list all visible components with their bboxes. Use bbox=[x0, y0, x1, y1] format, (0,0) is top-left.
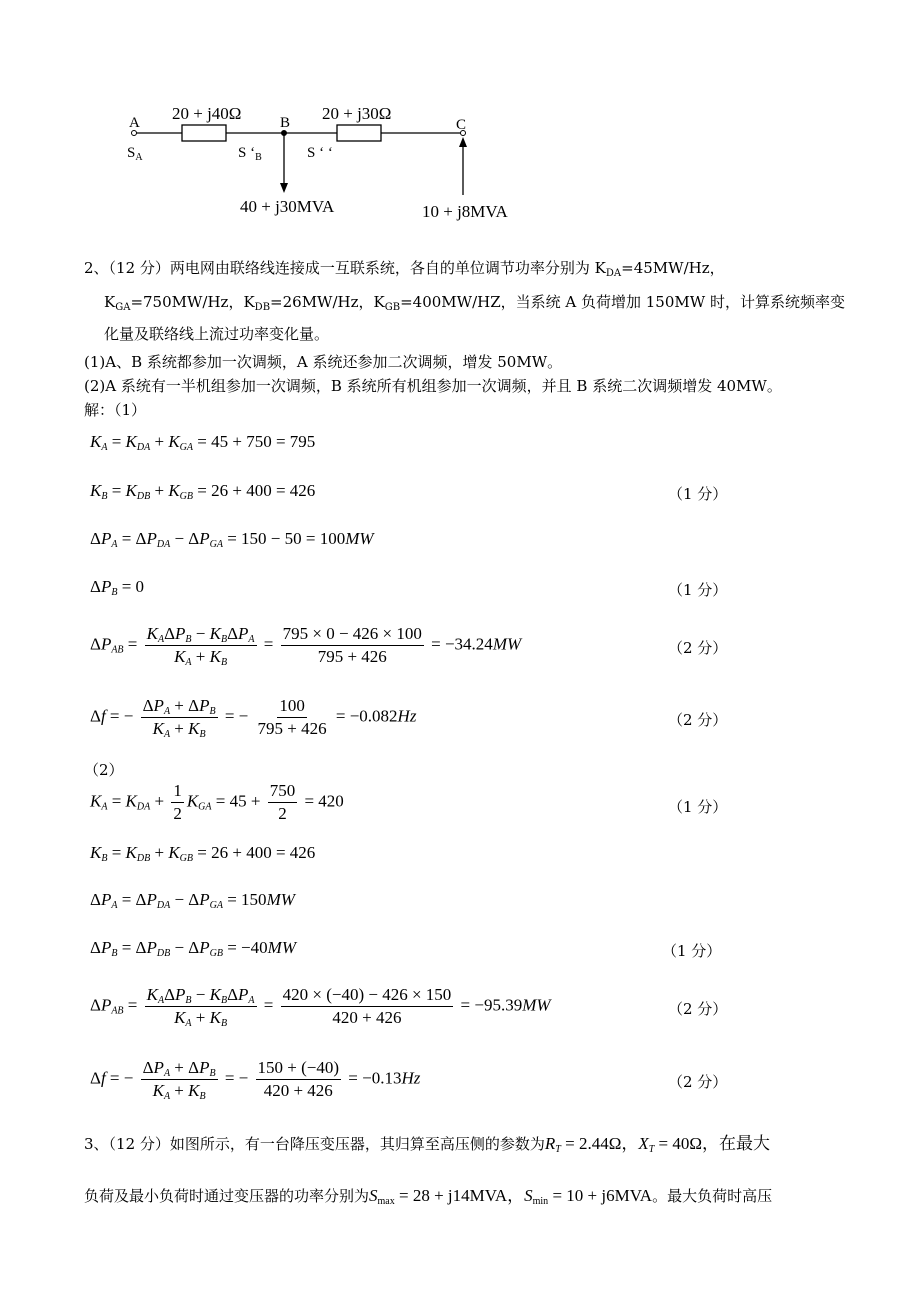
eq-ka-2: $K_A = K_{DA}$ + $\frac{1}{2}$ $K_{GA} = 45$ + $\frac{750}{2}$ = 420 bbox=[90, 781, 344, 823]
node-a-label: A bbox=[129, 115, 140, 131]
load-b-arrow bbox=[280, 183, 288, 193]
part2-label: （2） bbox=[84, 761, 124, 779]
node-c-label: C bbox=[456, 117, 467, 133]
solution-label: 解：（1） bbox=[84, 401, 147, 419]
impedance-bc: 20 + j30Ω bbox=[322, 104, 392, 123]
resistor-bc bbox=[337, 125, 381, 141]
eq-dpab-1: $\Delta P_{AB}$ = $\frac{K_A\Delta P_B - K_B\Delta P_A}{K_A + K_B}$ = $\frac{795 \times 0 - 426 \times 100}{795 + 426}$ = −34.24MW bbox=[90, 624, 522, 668]
score-8: （2 分） bbox=[668, 1073, 728, 1091]
load-c-value: 10 + j8MVA bbox=[422, 202, 508, 221]
eq-dpb-1: $\Delta P_B = 0$ bbox=[90, 577, 145, 598]
score-3: （2 分） bbox=[668, 639, 728, 657]
circuit-diagram bbox=[100, 95, 560, 230]
eq-ka-1: $K_A = K_{DA} + K_{GA} = 45 + 750 = 795$ bbox=[90, 432, 316, 453]
eq-kb-2: $K_B = K_{DB} + K_{GB} = 26 + 400 = 426$ bbox=[90, 843, 316, 864]
score-4: （2 分） bbox=[668, 711, 728, 729]
load-b-value: 40 + j30MVA bbox=[240, 197, 335, 216]
problem2-line1: 2、（12 分）两电网由联络线连接成一互联系统，各自的单位调节功率分别为 $K_{DA}=45MW/Hz$， bbox=[84, 259, 725, 279]
node-a-dot bbox=[132, 131, 137, 136]
score-2: （1 分） bbox=[668, 581, 728, 599]
problem3-line1: 3、（12 分）如图所示，有一台降压变压器，其归算至高压侧的参数为$R_T = 2.44\Omega$，$X_T = 40\Omega$，在最大 bbox=[84, 1134, 771, 1155]
eq-kb-1: $K_B = K_{DB} + K_{GB} = 26 + 400 = 426$ bbox=[90, 481, 316, 502]
score-1: （1 分） bbox=[668, 485, 728, 503]
problem2-line3: 化量及联络线上流过功率变化量。 bbox=[104, 325, 330, 343]
impedance-ab: 20 + j40Ω bbox=[172, 104, 242, 123]
power-sdd-label: S ‘ ‘ bbox=[307, 145, 333, 161]
eq-dpa-2: $\Delta P_A = \Delta P_{DA} - \Delta P_{GA} = 150MW$ bbox=[90, 890, 295, 911]
eq-dpb-2: $\Delta P_B = \Delta P_{DB} - \Delta P_{GB} = -40MW$ bbox=[90, 938, 296, 959]
condition-1: (1)A、B 系统都参加一次调频，A 系统还参加二次调频，增发 50MW。 bbox=[84, 353, 563, 371]
eq-df-2: Δf = − $\frac{\Delta P_A + \Delta P_B}{K_A + K_B}$ = − $\frac{150 + (-40)}{420 + 426}$ = −0.13Hz bbox=[90, 1058, 421, 1102]
problem3-line2: 负荷及最小负荷时通过变压器的功率分别为$S_{max} = 28 + j14MVA$，$S_{min} = 10 + j6MVA$。最大负荷时高压 bbox=[84, 1186, 773, 1207]
load-c-arrow bbox=[459, 137, 467, 147]
problem2-line2: $K_{GA}=750MW/Hz$，$K_{DB}=26MW/Hz$，$K_{GB}=400MW/HZ$，当系统 A 负荷增加 150MW 时，计算系统频率变 bbox=[104, 293, 845, 313]
power-sb-label: S ‘$_B$ bbox=[238, 145, 262, 163]
eq-dpab-2: $\Delta P_{AB}$ = $\frac{K_A\Delta P_B - K_B\Delta P_A}{K_A + K_B}$ = $\frac{420 \times (-40) - 426 \times 150}{420 + 426}$ = −95.39MW bbox=[90, 985, 551, 1029]
score-7: （2 分） bbox=[668, 1000, 728, 1018]
condition-2: (2)A 系统有一半机组参加一次调频，B 系统所有机组参加一次调频，并且 B 系统二次调频增发 40MW。 bbox=[84, 377, 782, 395]
resistor-ab bbox=[182, 125, 226, 141]
node-b-label: B bbox=[280, 115, 291, 131]
eq-df-1: Δf = − $\frac{\Delta P_A + \Delta P_B}{K_A + K_B}$ = − $\frac{100}{795 + 426}$ = −0.082Hz bbox=[90, 696, 417, 740]
power-sa-label: $S_A$ bbox=[127, 145, 143, 163]
score-6: （1 分） bbox=[662, 942, 722, 960]
eq-dpa-1: $\Delta P_A = \Delta P_{DA} - \Delta P_{GA} = 150 - 50 = 100MW$ bbox=[90, 529, 374, 550]
score-5: （1 分） bbox=[668, 798, 728, 816]
